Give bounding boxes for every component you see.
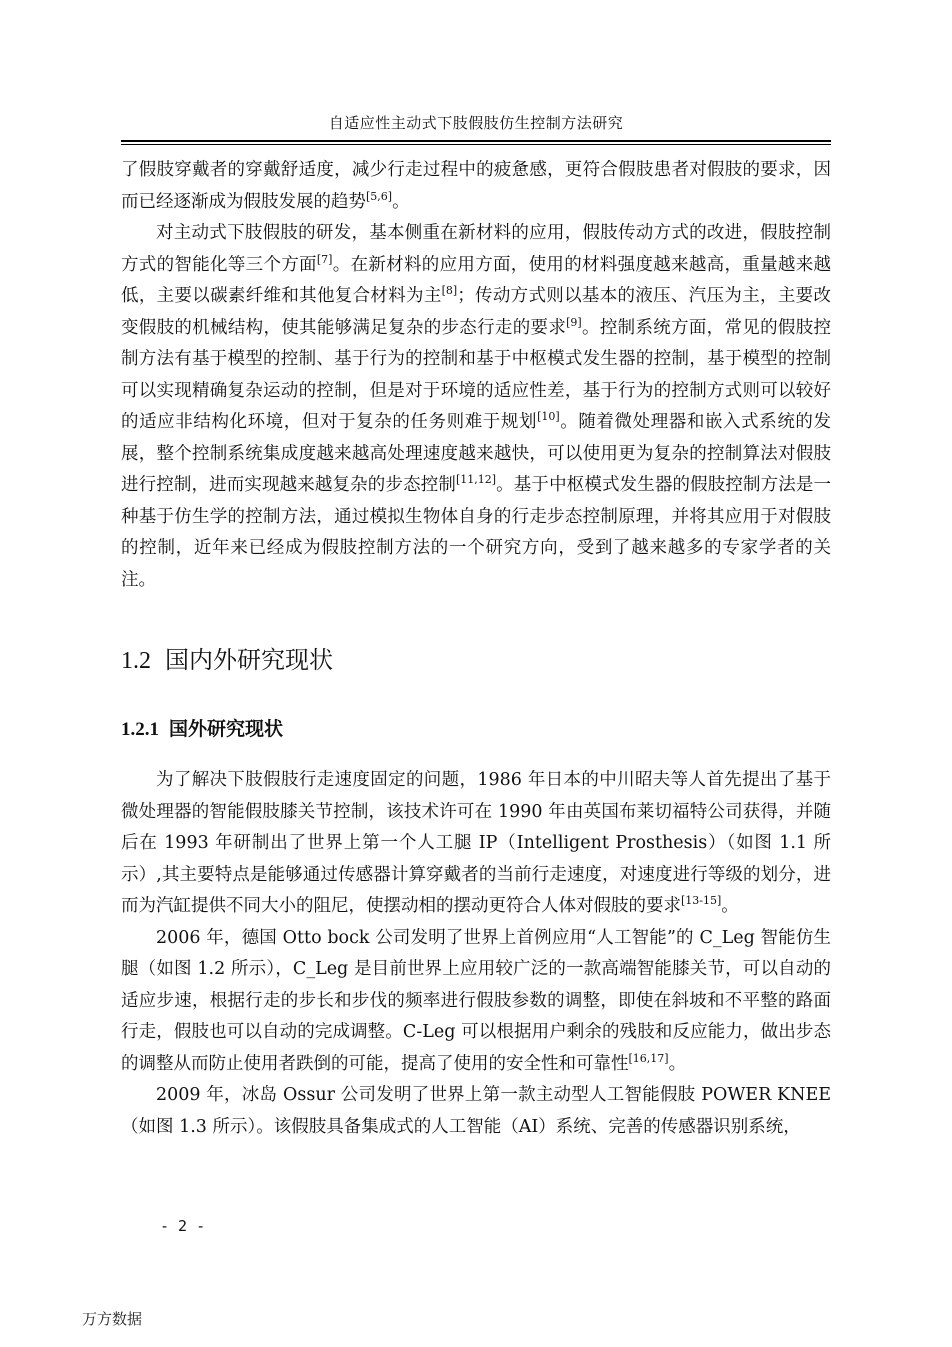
subsection-heading: 1.2.1 国外研究现状 [121,718,284,740]
page-number: - 2 - [160,1217,206,1235]
paragraph-2: 对主动式下肢假肢的研发，基本侧重在新材料的应用，假肢传动方式的改进，假肢控制方式的智能化等三个方面[7]。在新材料的应用方面，使用的材料强度越来越高，重量越来越低，主要以碳素纤维和其他复合材料为主[8]；传动方式则以基本的液压、汽压为主，主要改变假肢的机械结构，使其能够满足复杂的步态行走的要求[9]。控制系统方面，常见的假肢控制方法有基于模型的控制、基于行为的控制和基于中枢模式发生器的控制，基于模型的控制可以实现精确复杂运动的控制，但是对于环境的适应性差，基于行为的控制方式则可以较好的适应非结构化环境，但对于复杂的任务则难于规划[10]。随着微处理器和嵌入式系统的发展，整个控制系统集成度越来越高处理速度越来越快，可以使用更为复杂的控制算法对假肢进行控制，进而实现越来越复杂的步态控制[11,12]。基于中枢模式发生器的假肢控制方法是一种基于仿生学的控制方法，通过模拟生物体自身的行走步态控制原理，并将其应用于对假肢的控制，近年来已经成为假肢控制方法的一个研究方向，受到了越来越多的专家学者的关注。 [121,223,832,590]
citation: [13-15] [681,894,722,908]
citation: [8] [441,284,458,298]
header-rule-thick [121,140,831,142]
citation: [10] [537,410,560,424]
paragraph-1: 了假肢穿戴者的穿戴舒适度，减少行走过程中的疲惫感，更符合假肢患者对假肢的要求，因而已经逐渐成为假肢发展的趋势[5,6]。 [121,160,831,212]
citation: [7] [316,252,333,266]
paragraph-5: 2009 年，冰岛 Ossur 公司发明了世界上第一款主动型人工智能假肢 POWER KNEE（如图 1.3 所示）。该假肢具备集成式的人工智能（AI）系统、完善的传感器识别系统， [121,1085,831,1137]
footer-watermark: 万方数据 [82,1310,143,1328]
running-header: 自适应性主动式下肢假肢仿生控制方法研究 [328,114,624,132]
header-rule-thin [121,144,831,145]
paragraph-4: 2006 年，德国 Otto bock 公司发明了世界上首例应用“人工智能”的 C_Leg 智能仿生腿（如图 1.2 所示），C_Leg 是目前世界上应用较广泛的一款高端智能膝关节，可以自动的适应步速，根据行走的步长和步伐的频率进行假肢参数的调整，即使在斜坡和不平整的路面行走，假肢也可以自动的完成调整。C-Leg 可以根据用户剩余的残肢和反应能力，做出步态的调整从而防止使用者跌倒的可能，提高了使用的安全性和可靠性[16,17]。 [121,927,831,1074]
section-heading: 1.2 国内外研究现状 [121,646,333,674]
paragraph-3: 为了解决下肢假肢行走速度固定的问题，1986 年日本的中川昭夫等人首先提出了基于微处理器的智能假肢膝关节控制，该技术许可在 1990 年由英国布莱切福特公司获得，并随后在 1993 年研制出了世界上第一个人工腿 IP（Intelligent Prosthesis）（如图 1.1 所示）,其主要特点是能够通过传感器计算穿戴者的当前行走速度，对速度进行等级的划分，进而为汽缸提供不同大小的阻尼，使摆动相的摆动更符合人体对假肢的要求[13-15]。 [121,770,831,916]
citation: [5,6] [366,189,393,203]
body-bottom [121,765,831,1143]
citation: [9] [566,315,582,329]
citation: [11,12] [455,473,497,487]
body-top [121,155,831,596]
citation: [16,17] [628,1051,669,1065]
